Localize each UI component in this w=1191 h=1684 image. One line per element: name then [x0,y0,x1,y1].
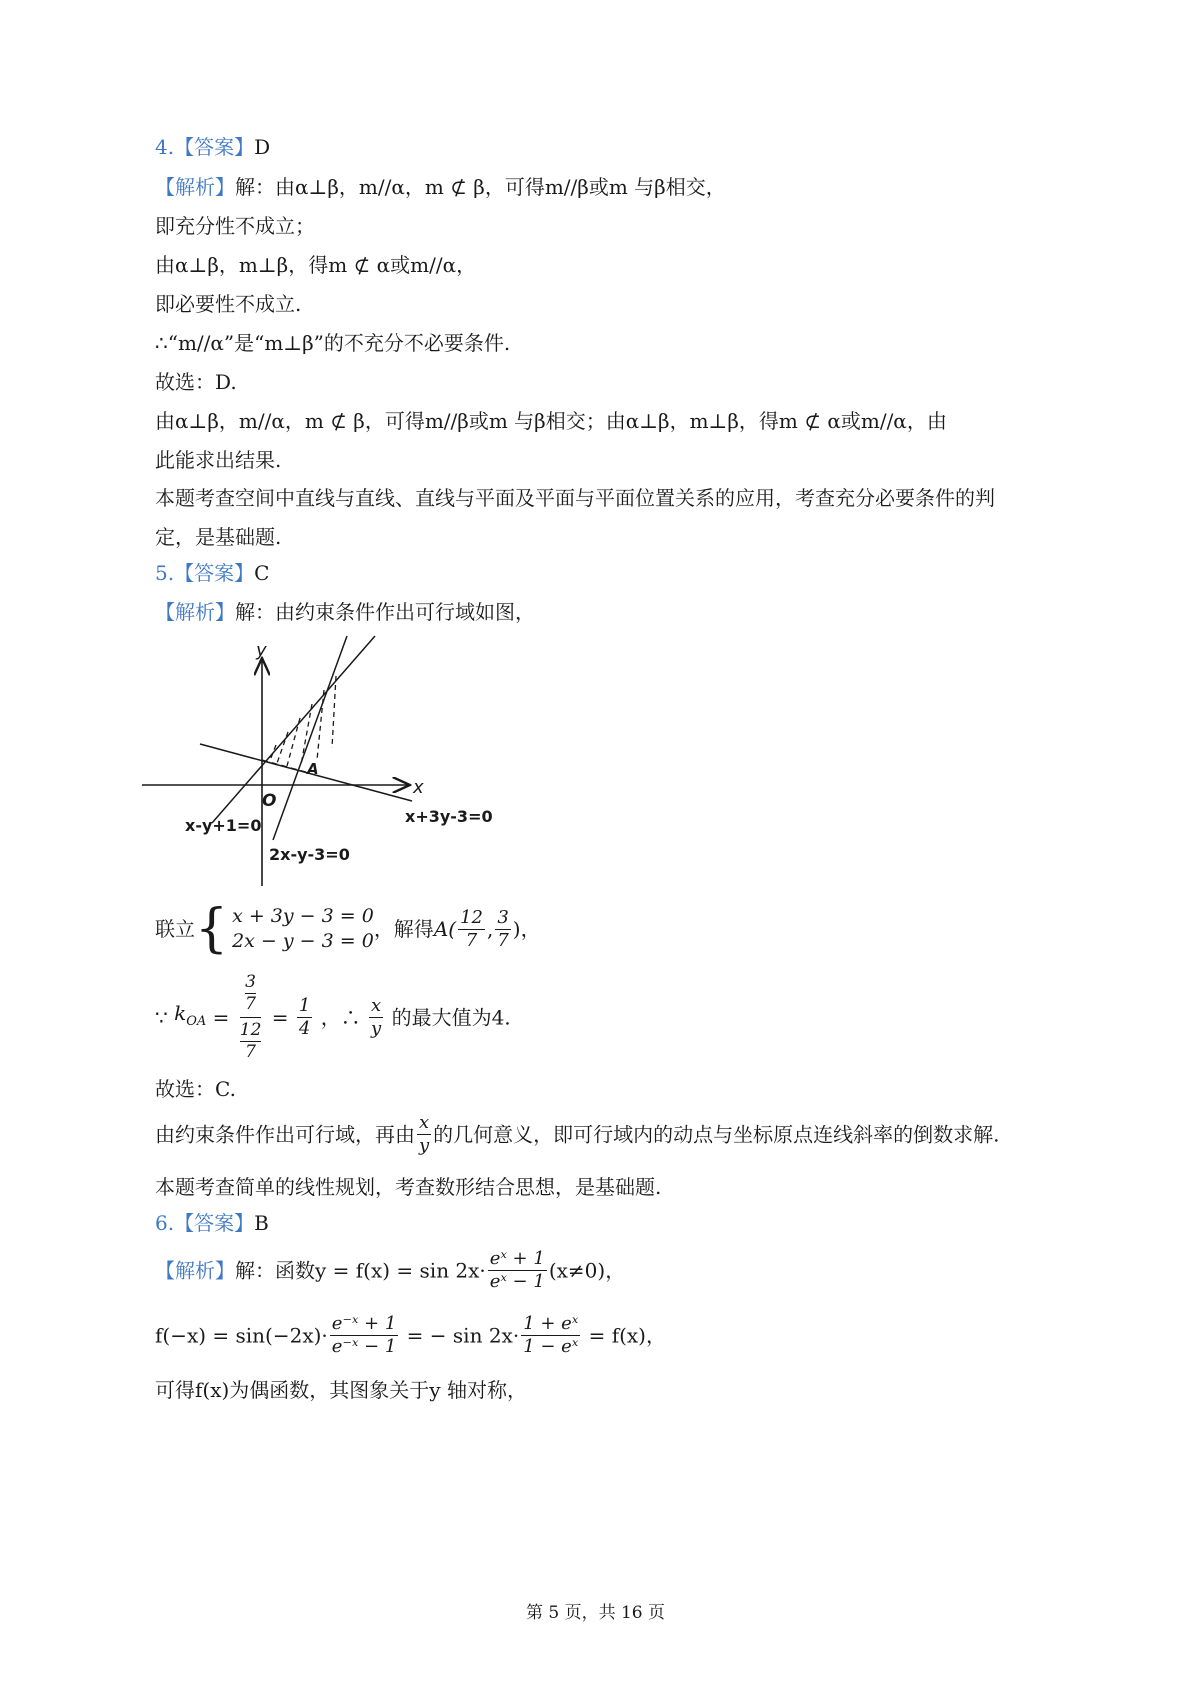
max-text: 的最大值为4. [391,1005,511,1030]
k-label [174,1001,207,1029]
q5-answer: C [254,561,270,585]
k-bot-fraction [240,1020,262,1063]
q4-answer-line [155,134,270,160]
a-y-fraction [495,907,510,952]
q5-system-line [155,899,541,959]
line-2x-y-minus-3 [273,636,347,840]
y-axis-label: y [256,640,267,661]
q5-note-2: 本题考查简单的线性规划，考查数形结合思想，是基础题. [155,1175,662,1199]
equation-2: 2x − y − 3 = 0 [232,930,374,952]
note1-text-b: 的几何意义，即可行域内的动点与坐标原点连线斜率的倒数求解. [433,1122,1000,1147]
a-y-num: 3 [497,906,509,928]
q4-text-6: 故选：D. [155,370,237,394]
a-close: )， [512,917,541,941]
q4-text-10: 定，是基础题. [155,525,282,549]
q5-answer-line [155,560,269,586]
eq-sign-1: = [212,1005,230,1030]
q4-answer: D [254,135,271,159]
a-x-den: 7 [465,929,478,951]
q6-analysis-line-1 [155,1248,625,1293]
q6-neg-x: f(−x) = sin(−2x)· [155,1323,328,1348]
a-x-num: 12 [460,906,483,928]
line2-label: x+3y-3=0 [405,807,493,826]
q6-equals-fx: = f(x)， [582,1323,666,1348]
q4-answer-tag: 【答案】 [174,135,255,159]
line1-label: x-y+1=0 [185,816,262,835]
quarter-fraction [297,995,312,1040]
q5-note-1 [155,1112,1000,1157]
x-axis-label: x [413,777,424,798]
q6-func-fraction [488,1248,547,1293]
q5-slope-line [155,972,511,1063]
q4-text-9: 本题考查空间中直线与直线、直线与平面及平面与平面位置关系的应用，考查充分必要条件的判 [155,486,995,510]
q5-choose: 故选：C. [155,1077,236,1101]
feasible-region-shading [269,676,336,766]
q4-text-1: 解：由α⊥β，m//α，m ⊄ β，可得m//β或m 与β相交， [235,175,726,199]
a-x-fraction [458,907,485,952]
quarter-den: 4 [298,1018,311,1039]
line-x-plus-3y-minus-3 [200,744,412,801]
q6-func-den: eˣ − 1 [489,1271,545,1292]
q4-text-8: 此能求出结果. [155,448,282,472]
note1-fraction [417,1112,431,1157]
equation-1: x + 3y − 3 = 0 [232,905,374,927]
q4-text-7: 由α⊥β，m//α，m ⊄ β，可得m//β或m 与β相交；由α⊥β，m⊥β，得m ⊄ α或m//α，由 [155,409,947,433]
point-a-text: A( [433,917,457,941]
q6-domain: (x≠0)， [548,1258,626,1283]
k-compound-fraction [240,972,262,1063]
line3-label: 2x-y-3=0 [269,845,350,864]
q4-number: 4. [155,135,175,159]
join-word: 联立 [155,917,195,941]
x-over-y-fraction [369,995,383,1040]
xy-den: y [371,1018,382,1039]
q4-analysis-tag: 【解析】 [155,175,235,199]
left-brace: { [195,899,229,959]
a-comma: , [486,917,494,941]
q5-analysis-line-1 [155,599,535,625]
q6-frac2-num: 1 + eˣ [523,1313,579,1334]
feasible-region-figure [140,628,510,893]
q4-text-3: 由α⊥β，m⊥β，得m ⊄ α或m//α， [155,253,477,277]
line-x-y-plus-1 [212,636,375,823]
q5-number: 5. [155,561,175,585]
q4-text-2: 即充分性不成立； [155,214,315,238]
q6-analysis-line-2 [155,1313,666,1358]
q6-frac1-num: e⁻ˣ + 1 [331,1313,397,1334]
xy-num: x [369,995,383,1018]
q6-frac2-den: 1 − eˣ [523,1336,579,1357]
q6-analysis-tag: 【解析】 [155,1258,235,1283]
q4-analysis-line-1 [155,174,726,200]
equation-system [232,904,374,954]
q6-frac1-den: e⁻ˣ − 1 [331,1336,397,1357]
therefore-symbol: ，∴ [320,1005,361,1030]
q5-answer-tag: 【答案】 [174,561,255,585]
origin-label: O [262,791,277,811]
k-top-num: 3 [245,972,256,992]
q4-text-5: ∴“m//α”是“m⊥β”的不充分不必要条件. [155,331,511,355]
note1-num: x [417,1112,431,1135]
a-y-den: 7 [497,929,509,951]
q6-func-def: 解：函数y = f(x) = sin 2x· [235,1258,486,1283]
note1-den: y [419,1135,430,1156]
q5-text-1: 解：由约束条件作出可行域如图， [235,600,535,624]
quarter-num: 1 [298,995,311,1016]
k-letter: k [174,1001,187,1025]
q6-frac-1 [330,1313,399,1358]
q6-text-3: 可得f(x)为偶函数，其图象关于y 轴对称， [155,1378,527,1402]
solve-text: ，解得 [373,917,434,941]
k-bot-num: 12 [239,1020,262,1040]
q4-text-4: 即必要性不成立. [155,292,302,316]
q6-answer-tag: 【答案】 [174,1211,255,1235]
k-bot-den: 7 [245,1042,256,1062]
q6-neg-sin: = − sin 2x· [400,1323,520,1348]
q6-number: 6. [155,1211,175,1235]
eq-sign-2: = [271,1005,289,1030]
page-footer: 第 5 页，共 16 页 [525,1603,666,1623]
q6-answer: B [254,1211,269,1235]
q6-func-num: eˣ + 1 [489,1248,545,1269]
k-top-den: 7 [245,994,256,1014]
point-a-label: A [307,760,319,778]
q6-frac-2 [521,1313,580,1358]
because-symbol: ∵ [155,1005,168,1030]
k-top-fraction [245,972,256,1015]
k-sub: OA [186,1014,207,1029]
q5-analysis-tag: 【解析】 [155,600,235,624]
q6-answer-line [155,1210,269,1236]
note1-text-a: 由约束条件作出可行域，再由 [155,1122,415,1147]
